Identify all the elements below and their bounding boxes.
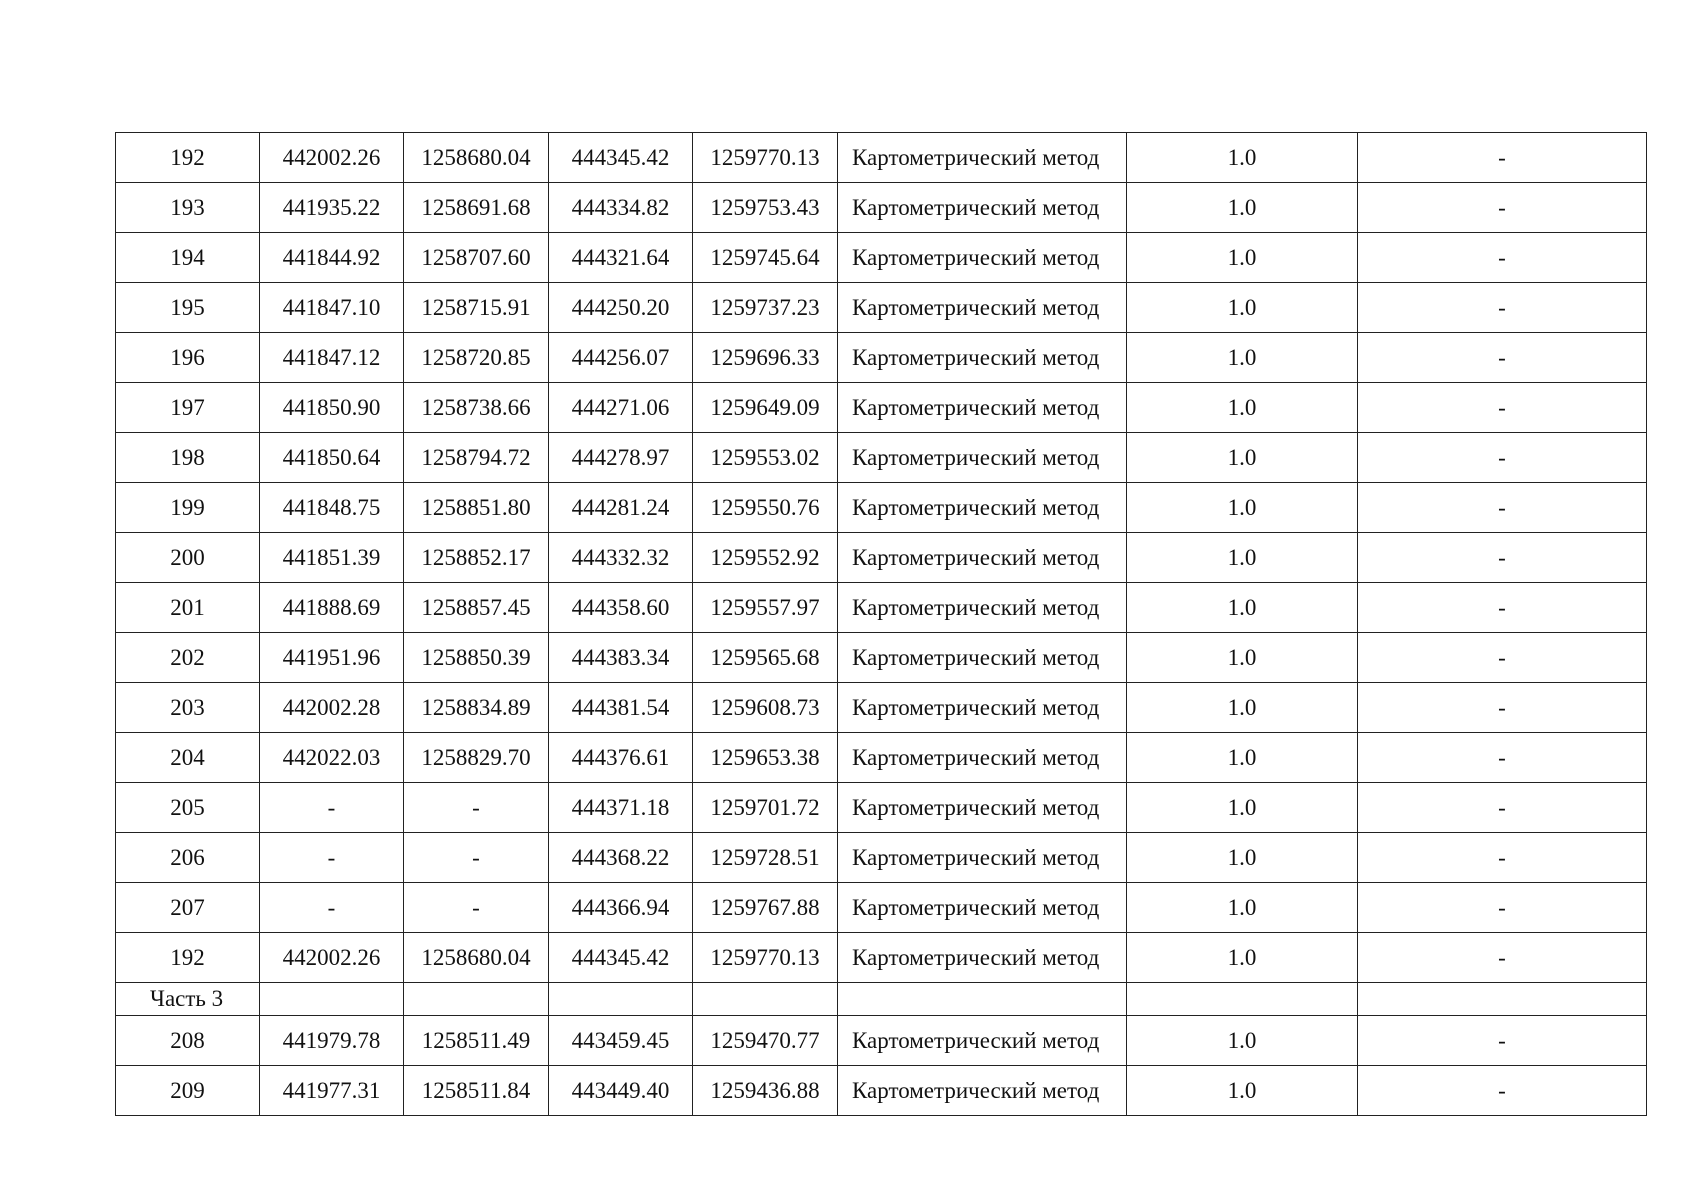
old-y-cell: 1258511.49 <box>404 1016 549 1066</box>
table-row <box>116 833 1647 883</box>
old-y-cell: 1258834.89 <box>404 683 549 733</box>
accuracy-cell: 1.0 <box>1127 1016 1358 1066</box>
old-y-cell: 1258794.72 <box>404 433 549 483</box>
point-number-cell: 196 <box>116 333 260 383</box>
coordinates-table <box>115 132 1647 1116</box>
old-y-cell: 1258715.91 <box>404 283 549 333</box>
accuracy-cell: 1.0 <box>1127 783 1358 833</box>
new-x-cell: 443459.45 <box>549 1016 693 1066</box>
note-cell: - <box>1358 633 1647 683</box>
new-y-cell: 1259436.88 <box>693 1066 838 1116</box>
old-x-cell: 442002.28 <box>260 683 404 733</box>
new-y-cell: 1259728.51 <box>693 833 838 883</box>
note-cell: - <box>1358 583 1647 633</box>
note-cell: - <box>1358 833 1647 883</box>
old-y-cell: - <box>404 783 549 833</box>
old-y-cell: 1258850.39 <box>404 633 549 683</box>
old-y-cell: 1258829.70 <box>404 733 549 783</box>
old-x-cell: 441951.96 <box>260 633 404 683</box>
accuracy-cell: 1.0 <box>1127 533 1358 583</box>
accuracy-cell: 1.0 <box>1127 933 1358 983</box>
method-cell: Картометрический метод <box>838 633 1127 683</box>
table-row <box>116 733 1647 783</box>
table-body <box>116 133 1647 1116</box>
old-x-cell: 441977.31 <box>260 1066 404 1116</box>
method-cell: Картометрический метод <box>838 233 1127 283</box>
empty-cell <box>404 983 549 1016</box>
new-y-cell: 1259701.72 <box>693 783 838 833</box>
new-y-cell: 1259767.88 <box>693 883 838 933</box>
new-y-cell: 1259745.64 <box>693 233 838 283</box>
point-number-cell: 201 <box>116 583 260 633</box>
new-y-cell: 1259470.77 <box>693 1016 838 1066</box>
note-cell: - <box>1358 533 1647 583</box>
old-x-cell: - <box>260 883 404 933</box>
old-x-cell: 442002.26 <box>260 133 404 183</box>
new-y-cell: 1259653.38 <box>693 733 838 783</box>
new-x-cell: 443449.40 <box>549 1066 693 1116</box>
section-label: Часть 3 <box>116 983 260 1016</box>
new-x-cell: 444334.82 <box>549 183 693 233</box>
accuracy-cell: 1.0 <box>1127 283 1358 333</box>
new-y-cell: 1259696.33 <box>693 333 838 383</box>
accuracy-cell: 1.0 <box>1127 883 1358 933</box>
method-cell: Картометрический метод <box>838 433 1127 483</box>
method-cell: Картометрический метод <box>838 283 1127 333</box>
new-x-cell: 444256.07 <box>549 333 693 383</box>
empty-cell <box>693 983 838 1016</box>
accuracy-cell: 1.0 <box>1127 133 1358 183</box>
new-x-cell: 444358.60 <box>549 583 693 633</box>
new-x-cell: 444366.94 <box>549 883 693 933</box>
accuracy-cell: 1.0 <box>1127 433 1358 483</box>
old-x-cell: 441850.90 <box>260 383 404 433</box>
method-cell: Картометрический метод <box>838 383 1127 433</box>
old-y-cell: - <box>404 833 549 883</box>
section-header-row <box>116 983 1647 1016</box>
old-y-cell: 1258511.84 <box>404 1066 549 1116</box>
new-y-cell: 1259770.13 <box>693 933 838 983</box>
old-x-cell: 441979.78 <box>260 1016 404 1066</box>
new-x-cell: 444281.24 <box>549 483 693 533</box>
point-number-cell: 206 <box>116 833 260 883</box>
table-row <box>116 533 1647 583</box>
point-number-cell: 208 <box>116 1016 260 1066</box>
new-x-cell: 444368.22 <box>549 833 693 883</box>
note-cell: - <box>1358 333 1647 383</box>
table-row <box>116 933 1647 983</box>
empty-cell <box>1358 983 1647 1016</box>
point-number-cell: 205 <box>116 783 260 833</box>
accuracy-cell: 1.0 <box>1127 833 1358 883</box>
point-number-cell: 192 <box>116 933 260 983</box>
table-row <box>116 883 1647 933</box>
new-x-cell: 444381.54 <box>549 683 693 733</box>
old-x-cell: 442002.26 <box>260 933 404 983</box>
old-x-cell: 441848.75 <box>260 483 404 533</box>
new-x-cell: 444332.32 <box>549 533 693 583</box>
old-x-cell: 441844.92 <box>260 233 404 283</box>
note-cell: - <box>1358 183 1647 233</box>
point-number-cell: 198 <box>116 433 260 483</box>
table-row <box>116 433 1647 483</box>
table-row <box>116 483 1647 533</box>
new-x-cell: 444345.42 <box>549 933 693 983</box>
note-cell: - <box>1358 1066 1647 1116</box>
point-number-cell: 197 <box>116 383 260 433</box>
table-row <box>116 183 1647 233</box>
new-x-cell: 444250.20 <box>549 283 693 333</box>
old-y-cell: 1258720.85 <box>404 333 549 383</box>
new-y-cell: 1259770.13 <box>693 133 838 183</box>
point-number-cell: 203 <box>116 683 260 733</box>
new-y-cell: 1259553.02 <box>693 433 838 483</box>
old-y-cell: 1258851.80 <box>404 483 549 533</box>
accuracy-cell: 1.0 <box>1127 483 1358 533</box>
table-row <box>116 633 1647 683</box>
table-row <box>116 1016 1647 1066</box>
point-number-cell: 209 <box>116 1066 260 1116</box>
method-cell: Картометрический метод <box>838 483 1127 533</box>
table-row <box>116 583 1647 633</box>
method-cell: Картометрический метод <box>838 183 1127 233</box>
old-x-cell: - <box>260 783 404 833</box>
point-number-cell: 193 <box>116 183 260 233</box>
note-cell: - <box>1358 733 1647 783</box>
old-y-cell: 1258852.17 <box>404 533 549 583</box>
new-y-cell: 1259737.23 <box>693 283 838 333</box>
new-x-cell: 444321.64 <box>549 233 693 283</box>
method-cell: Картометрический метод <box>838 333 1127 383</box>
table-row <box>116 1066 1647 1116</box>
note-cell: - <box>1358 783 1647 833</box>
point-number-cell: 204 <box>116 733 260 783</box>
method-cell: Картометрический метод <box>838 583 1127 633</box>
method-cell: Картометрический метод <box>838 833 1127 883</box>
accuracy-cell: 1.0 <box>1127 183 1358 233</box>
note-cell: - <box>1358 283 1647 333</box>
method-cell: Картометрический метод <box>838 1066 1127 1116</box>
note-cell: - <box>1358 483 1647 533</box>
accuracy-cell: 1.0 <box>1127 383 1358 433</box>
accuracy-cell: 1.0 <box>1127 633 1358 683</box>
accuracy-cell: 1.0 <box>1127 1066 1358 1116</box>
table-row <box>116 783 1647 833</box>
accuracy-cell: 1.0 <box>1127 733 1358 783</box>
old-x-cell: 441851.39 <box>260 533 404 583</box>
method-cell: Картометрический метод <box>838 933 1127 983</box>
table-row <box>116 283 1647 333</box>
table-row <box>116 333 1647 383</box>
method-cell: Картометрический метод <box>838 1016 1127 1066</box>
new-y-cell: 1259552.92 <box>693 533 838 583</box>
accuracy-cell: 1.0 <box>1127 233 1358 283</box>
old-x-cell: 441847.10 <box>260 283 404 333</box>
new-x-cell: 444371.18 <box>549 783 693 833</box>
old-y-cell: - <box>404 883 549 933</box>
note-cell: - <box>1358 233 1647 283</box>
accuracy-cell: 1.0 <box>1127 583 1358 633</box>
new-x-cell: 444278.97 <box>549 433 693 483</box>
method-cell: Картометрический метод <box>838 133 1127 183</box>
old-x-cell: 441847.12 <box>260 333 404 383</box>
table-row <box>116 683 1647 733</box>
new-y-cell: 1259753.43 <box>693 183 838 233</box>
empty-cell <box>549 983 693 1016</box>
method-cell: Картометрический метод <box>838 733 1127 783</box>
note-cell: - <box>1358 383 1647 433</box>
empty-cell <box>838 983 1127 1016</box>
empty-cell <box>260 983 404 1016</box>
new-x-cell: 444345.42 <box>549 133 693 183</box>
new-x-cell: 444383.34 <box>549 633 693 683</box>
old-y-cell: 1258691.68 <box>404 183 549 233</box>
method-cell: Картометрический метод <box>838 533 1127 583</box>
point-number-cell: 202 <box>116 633 260 683</box>
accuracy-cell: 1.0 <box>1127 683 1358 733</box>
note-cell: - <box>1358 683 1647 733</box>
table-row <box>116 233 1647 283</box>
old-y-cell: 1258680.04 <box>404 133 549 183</box>
point-number-cell: 192 <box>116 133 260 183</box>
new-y-cell: 1259557.97 <box>693 583 838 633</box>
note-cell: - <box>1358 1016 1647 1066</box>
old-y-cell: 1258707.60 <box>404 233 549 283</box>
new-y-cell: 1259550.76 <box>693 483 838 533</box>
point-number-cell: 200 <box>116 533 260 583</box>
note-cell: - <box>1358 883 1647 933</box>
note-cell: - <box>1358 133 1647 183</box>
point-number-cell: 207 <box>116 883 260 933</box>
note-cell: - <box>1358 933 1647 983</box>
point-number-cell: 199 <box>116 483 260 533</box>
new-y-cell: 1259608.73 <box>693 683 838 733</box>
old-x-cell: 441888.69 <box>260 583 404 633</box>
empty-cell <box>1127 983 1358 1016</box>
note-cell: - <box>1358 433 1647 483</box>
method-cell: Картометрический метод <box>838 883 1127 933</box>
old-x-cell: 441935.22 <box>260 183 404 233</box>
new-x-cell: 444271.06 <box>549 383 693 433</box>
accuracy-cell: 1.0 <box>1127 333 1358 383</box>
method-cell: Картометрический метод <box>838 683 1127 733</box>
table-row <box>116 133 1647 183</box>
point-number-cell: 194 <box>116 233 260 283</box>
old-x-cell: 442022.03 <box>260 733 404 783</box>
old-y-cell: 1258680.04 <box>404 933 549 983</box>
table-row <box>116 383 1647 433</box>
method-cell: Картометрический метод <box>838 783 1127 833</box>
old-x-cell: 441850.64 <box>260 433 404 483</box>
old-y-cell: 1258738.66 <box>404 383 549 433</box>
new-y-cell: 1259649.09 <box>693 383 838 433</box>
new-x-cell: 444376.61 <box>549 733 693 783</box>
point-number-cell: 195 <box>116 283 260 333</box>
old-x-cell: - <box>260 833 404 883</box>
old-y-cell: 1258857.45 <box>404 583 549 633</box>
new-y-cell: 1259565.68 <box>693 633 838 683</box>
